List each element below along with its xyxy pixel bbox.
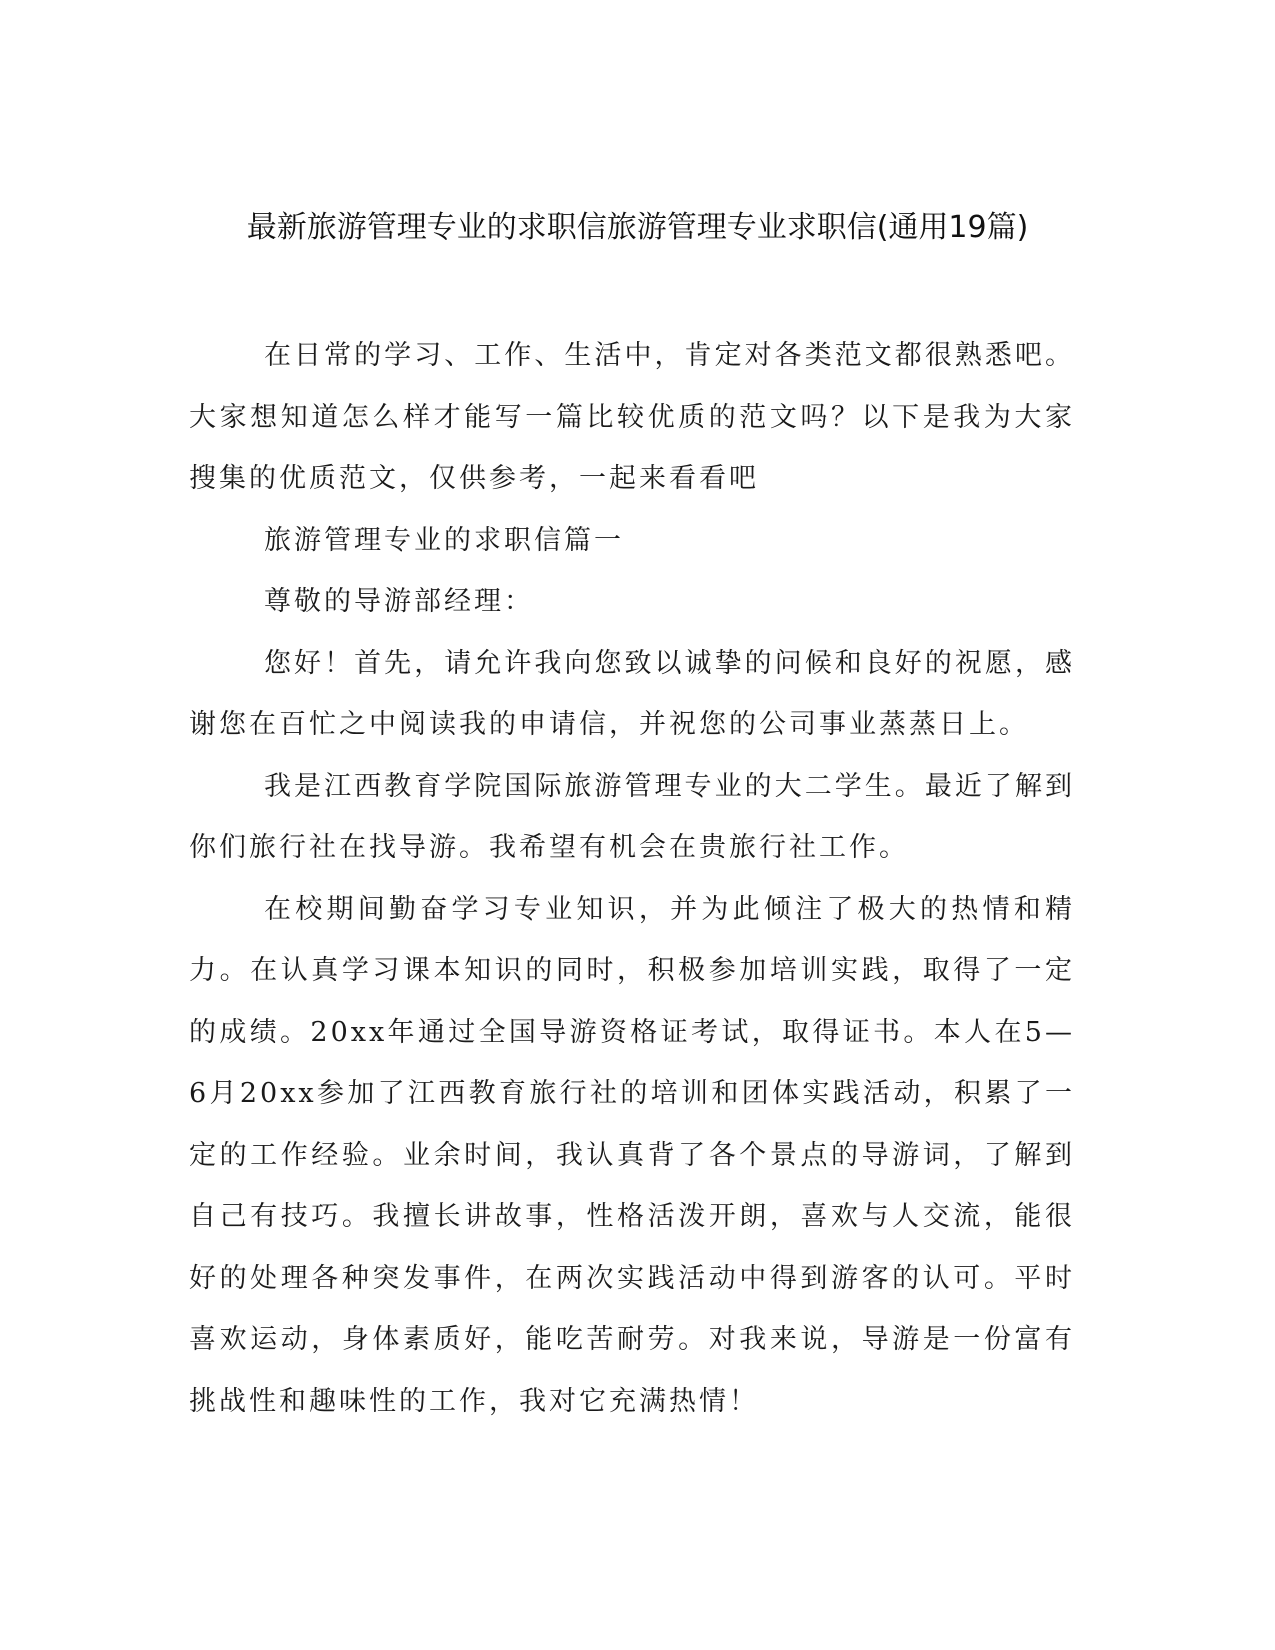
greeting-paragraph: 您好！首先，请允许我向您致以诚挚的问候和良好的祝愿，感谢您在百忙之中阅读我的申请信，并祝您的公司事业蒸蒸日上。 bbox=[189, 647, 1075, 740]
self-introduction-paragraph: 我是江西教育学院国际旅游管理专业的大二学生。最近了解到你们旅行社在找导游。我希望有机会在贵旅行社工作。 bbox=[189, 770, 1075, 863]
experience-paragraph: 在校期间勤奋学习专业知识，并为此倾注了极大的热情和精力。在认真学习课本知识的同时，积极参加培训实践，取得了一定的成绩。20xx年通过全国导游资格证考试，取得证书。本人在5—6月20xx参加了江西教育旅行社的培训和团体实践活动，积累了一定的工作经验。业余时间，我认真背了各个景点的导游词，了解到自己有技巧。我擅长讲故事，性格活泼开朗，喜欢与人交流，能很好的处理各种突发事件，在两次实践活动中得到游客的认可。平时喜欢运动，身体素质好，能吃苦耐劳。对我来说，导游是一份富有挑战性和趣味性的工作，我对它充满热情！ bbox=[189, 893, 1075, 1417]
salutation: 尊敬的导游部经理： bbox=[264, 586, 534, 617]
document-title: 最新旅游管理专业的求职信旅游管理专业求职信(通用19篇) bbox=[246, 210, 1029, 245]
intro-paragraph: 在日常的学习、工作、生活中，肯定对各类范文都很熟悉吧。大家想知道怎么样才能写一篇比较优质的范文吗？以下是我为大家搜集的优质范文，仅供参考，一起来看看吧 bbox=[189, 340, 1075, 494]
section-heading: 旅游管理专业的求职信篇一 bbox=[264, 524, 624, 556]
document-body bbox=[189, 325, 1075, 1432]
